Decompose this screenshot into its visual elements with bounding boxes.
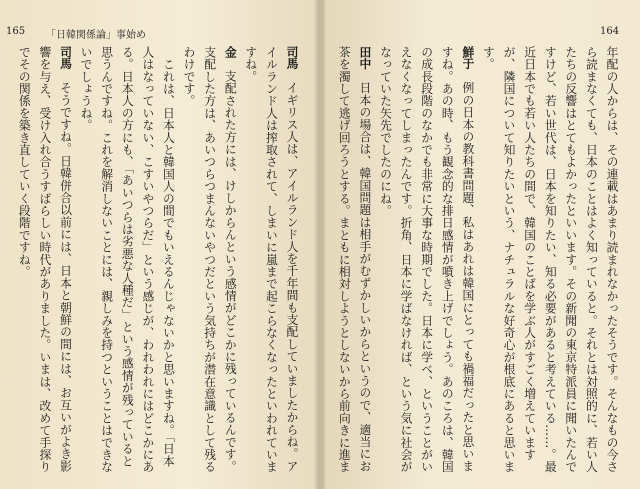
paragraph — [75, 46, 178, 476]
paragraph-text: これは、日本人と韓国人の間でもいえるんじゃないかと思いますね。「日本人はなっていない、こすいやつらだ」という感じが、われわれにはどこかにある。日本人の方にも、「あいつらは劣悪な人種だ」という感情が残っていると思うんですね。これを解消しないことには、親しみを持つということはできないでしょうね。 — [79, 46, 176, 473]
book-gutter — [314, 0, 326, 489]
speaker-label: 金 — [223, 46, 238, 58]
paragraph — [334, 46, 375, 476]
right-page — [322, 0, 640, 489]
left-page — [0, 0, 318, 489]
running-title: 「日韓関係論」事始め — [46, 30, 146, 41]
speaker-label: 鮮于 — [460, 46, 475, 70]
paragraph — [178, 46, 240, 476]
speaker-label: 田中 — [357, 46, 372, 70]
left-page-number: 165 — [6, 26, 26, 37]
right-page-number: 164 — [600, 26, 620, 37]
paragraph-text: 例の日本の教科書問題、私はあれは韓国にとっても禍福だったと思いますね。あの時、もう観念的な排日感情が噴き上げでしょう。あのころは、韓国の成長段階のなかでも非常に大事な時期でした。日本に学べ、ということがいえなくなってしまったんです。折角、日本に学ばなければ、という気に社会がなっていた矢先でしたのにね。 — [378, 46, 475, 473]
left-page-text — [14, 46, 302, 476]
paragraph — [375, 46, 478, 476]
paragraph-text: そうですね。日韓併合以前には、日本と朝鮮の間には、お互いがよき影響を与え、受け入れ合うすばらしい時代がありました。いまは、改めて手探りでその関係を築き直していく段階ですね。 — [17, 46, 73, 473]
paragraph-text: 年配の人からは、その連載はあまり読まれなかったそうです。そんなもの今さら読まなくても、日本のことはよく知っていると。それとは対照的に、若い人たちの反響はとてもよかったといいます。その新聞の東京特派員に聞いたんですけど、若い世代は、日本を知りたい、知る必要があると考えている……。最近日本でも若い人たちの間で、韓国のことばを学ぶ人がすごく増えていますが、隣国について知りたいという、ナチュラルな好奇心が根底にあると思います。 — [481, 46, 619, 473]
paragraph — [14, 46, 75, 476]
paragraph — [240, 46, 302, 476]
paragraph-text: イギリス人は、アイルランド人を千年間も支配していましたからね。アイルランド人は搾取されて、しまいに嵐まで起こらなくなったといわれていますね。 — [243, 46, 299, 473]
right-page-text — [334, 46, 622, 476]
paragraph-text: 支配された方には、けしからんという感情がどこかに残っているんです。支配した方は、あいつらつまんないやつだという気持ちが潜在意識として残るわけです。 — [182, 46, 238, 473]
paragraph-text: 日本の場合は、韓国問題は相手がむずかしいからというので、適当にお茶を濁して逃げ回ろうとする。まともに相対しようとしないから前向きに進ま — [337, 46, 372, 473]
speaker-label: 司馬 — [58, 46, 73, 70]
paragraph — [478, 46, 622, 476]
speaker-label: 司馬 — [285, 46, 299, 70]
